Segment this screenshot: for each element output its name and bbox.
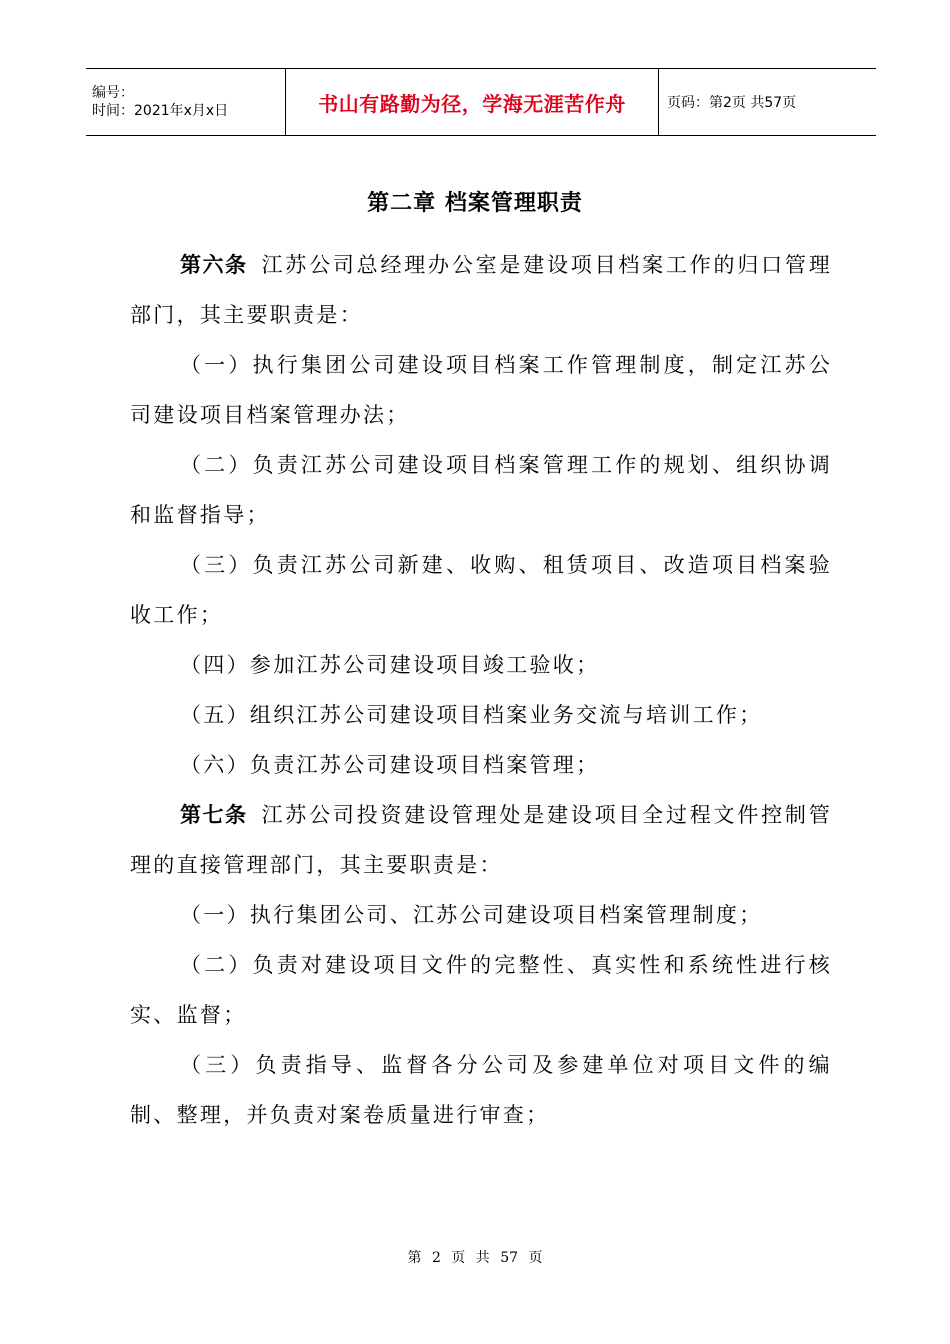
paragraph <box>130 540 832 640</box>
paragraph <box>130 690 832 740</box>
paragraph-text: （五）组织江苏公司建设项目档案业务交流与培训工作； <box>180 703 763 727</box>
header-motto: 书山有路勤为径，学海无涯苦作舟 <box>318 91 626 116</box>
paragraph-text: （二）负责对建设项目文件的完整性、真实性和系统性进行核实、监督； <box>130 953 832 1027</box>
paragraph-text: 江苏公司总经理办公室是建设项目档案工作的归口管理部门，其主要职责是： <box>130 253 833 327</box>
header-motto-cell <box>285 69 659 135</box>
paragraph <box>130 1040 832 1140</box>
document-body <box>130 240 832 1140</box>
paragraph-text: （三）负责指导、监督各分公司及参建单位对项目文件的编制、整理，并负责对案卷质量进行审查； <box>130 1053 832 1127</box>
paragraph <box>130 740 832 790</box>
header-right-cell <box>659 69 876 135</box>
page-header <box>86 68 876 136</box>
paragraph-text: （二）负责江苏公司建设项目档案管理工作的规划、组织协调和监督指导； <box>130 453 832 527</box>
article-number: 第六条 <box>180 253 248 277</box>
paragraph <box>130 790 832 890</box>
paragraph-text: 江苏公司投资建设管理处是建设项目全过程文件控制管理的直接管理部门，其主要职责是： <box>130 803 833 877</box>
header-page-info: 页码：第2页 共57页 <box>667 95 797 111</box>
page-footer: 第 2 页 共 57 页 <box>407 1250 543 1266</box>
paragraph <box>130 890 832 940</box>
paragraph-text: （六）负责江苏公司建设项目档案管理； <box>180 753 600 777</box>
paragraph-text: （一）执行集团公司建设项目档案工作管理制度，制定江苏公司建设项目档案管理办法； <box>130 353 832 427</box>
paragraph <box>130 940 832 1040</box>
header-left-cell <box>86 69 285 135</box>
document-number-label: 编号： <box>92 85 134 101</box>
paragraph-text: （一）执行集团公司、江苏公司建设项目档案管理制度； <box>180 903 763 927</box>
paragraph-text: （四）参加江苏公司建设项目竣工验收； <box>180 653 600 677</box>
paragraph <box>130 640 832 690</box>
paragraph <box>130 440 832 540</box>
chapter-title: 第二章 档案管理职责 <box>367 191 583 216</box>
paragraph-text: （三）负责江苏公司新建、收购、租赁项目、改造项目档案验收工作； <box>130 553 832 627</box>
paragraph <box>130 340 832 440</box>
paragraph <box>130 240 832 340</box>
article-number: 第七条 <box>180 803 248 827</box>
document-time-label: 时间：2021年x月x日 <box>92 103 229 119</box>
